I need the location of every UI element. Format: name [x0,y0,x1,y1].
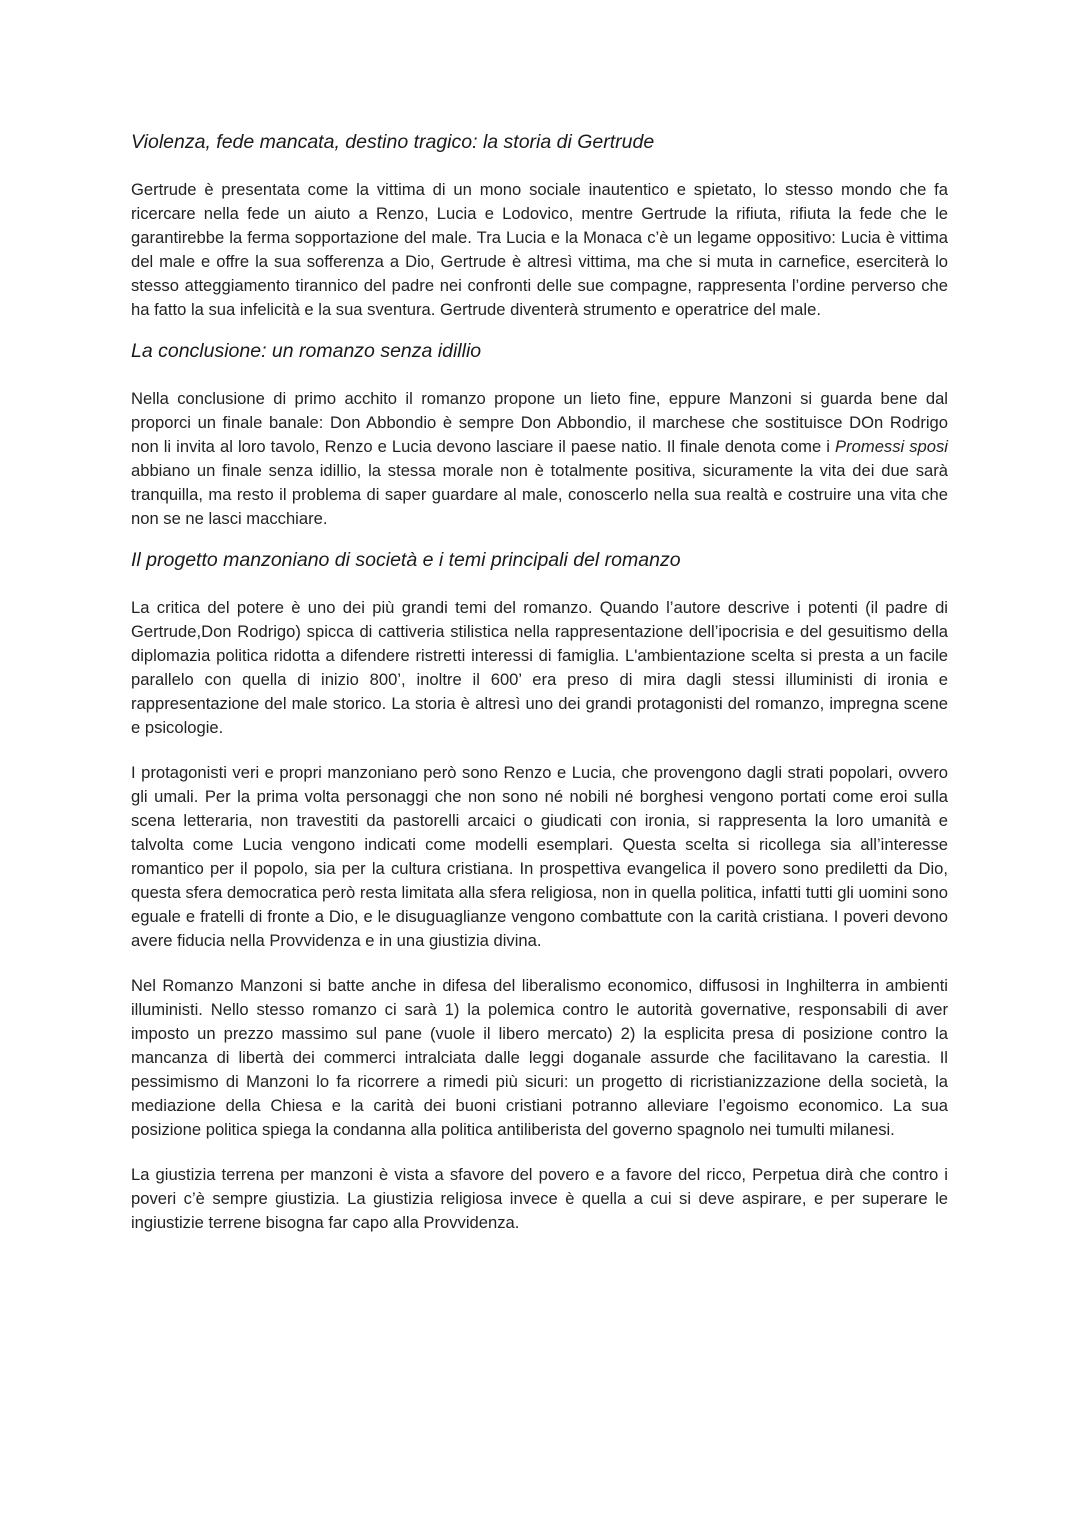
paragraph-conclusione [131,387,948,531]
document-page [131,128,948,1235]
section-heading-progetto: Il progetto manzoniano di società e i temi principali del romanzo [131,549,681,571]
paragraph-protagonisti: I protagonisti veri e propri manzoniano però sono Renzo e Lucia, che provengono dagli strati popolari, ovvero gli umali. Per la prima volta personaggi che non sono né nobili né borghesi vengono portati come eroi sulla scena letteraria, non travestiti da pastorelli arcaici o giudicati con ironia, si rappresenta la loro umanità e talvolta come Lucia vengono indicati come modelli esemplari. Questa scelta si ricollega sia all’interesse romantico per il popolo, sia per la cultura cristiana. In prospettiva evangelica il povero sono prediletti da Dio, questa sfera democratica però resta limitata alla sfera religiosa, non in quella politica, infatti tutti gli uomini sono eguale e fratelli di fronte a Dio, e le disuguaglianze vengono combattute con la carità cristiana. I poveri devono avere fiducia nella Provvidenza e in una giustizia divina. [131,763,948,950]
section-heading-gertrude: Violenza, fede mancata, destino tragico: la storia di Gertrude [131,131,655,153]
section-heading-conclusione: La conclusione: un romanzo senza idillio [131,340,482,362]
paragraph-giustizia: La giustizia terrena per manzoni è vista a sfavore del povero e a favore del ricco, Perpetua dirà che contro i poveri c’è sempre giustizia. La giustizia religiosa invece è quella a cui si deve aspirare, e per superare le ingiustizie terrene bisogna far capo alla Provvidenza. [131,1165,948,1232]
paragraph-conclusione-part-2: abbiano un finale senza idillio, la stessa morale non è totalmente positiva, sicuramente la vita dei due sarà tranquilla, ma resto il problema di saper guardare al male, conoscerlo nella sua realtà e costruire una vita che non se ne lasci macchiare. [131,461,948,528]
book-title-promessi-sposi: Promessi sposi [835,437,948,456]
paragraph-liberalismo: Nel Romanzo Manzoni si batte anche in difesa del liberalismo economico, diffusosi in Inghilterra in ambienti illuministi. Nello stesso romanzo ci sarà 1) la polemica contro le autorità governative, responsabili di aver imposto un prezzo massimo sul pane (vuole il libero mercato) 2) la esplicita presa di posizione contro la mancanza di libertà dei commerci intralciata dalle leggi doganale assurde che facilitavano la carestia. Il pessimismo di Manzoni lo fa ricorrere a rimedi più sicuri: un progetto di ricristianizzazione della società, la mediazione della Chiesa e la carità dei buoni cristiani potranno alleviare l’egoismo economico. La sua posizione politica spiega la condanna alla politica antiliberista del governo spagnolo nei tumulti milanesi. [131,976,948,1139]
paragraph-conclusione-part-1: Nella conclusione di primo acchito il romanzo propone un lieto fine, eppure Manzoni si guarda bene dal proporci un finale banale: Don Abbondio è sempre Don Abbondio, il marchese che sostituisce DOn Rodrigo non li invita al loro tavolo, Renzo e Lucia devono lasciare il paese natio. Il finale denota come i [131,389,948,456]
paragraph-gertrude: Gertrude è presentata come la vittima di un mono sociale inautentico e spietato, lo stesso mondo che fa ricercare nella fede un aiuto a Renzo, Lucia e Lodovico, mentre Gertrude la rifiuta, rifiuta la fede che le garantirebbe la ferma sopportazione del male. Tra Lucia e la Monaca c’è un legame oppositivo: Lucia è vittima del male e offre la sua sofferenza a Dio, Gertrude è altresì vittima, ma che si muta in carnefice, eserciterà lo stesso atteggiamento tirannico del padre nei confronti delle sue compagne, rappresenta l’ordine perverso che ha fatto la sua infelicità e la sua sventura. Gertrude diventerà strumento e operatrice del male. [131,180,948,319]
paragraph-critica-potere: La critica del potere è uno dei più grandi temi del romanzo. Quando l’autore descrive i potenti (il padre di Gertrude,Don Rodrigo) spicca di cattiveria stilistica nella rappresentazione dell’ipocrisia e del gesuitismo della diplomazia politica ridotta a difendere ristretti interessi di famiglia. L'ambientazione scelta si presta a un facile parallelo con quella di inizio 800’, inoltre il 600’ era preso di mira dagli stessi illuministi di ironia e rappresentazione del male storico. La storia è altresì uno dei grandi protagonisti del romanzo, impregna scene e psicologie. [131,598,948,737]
